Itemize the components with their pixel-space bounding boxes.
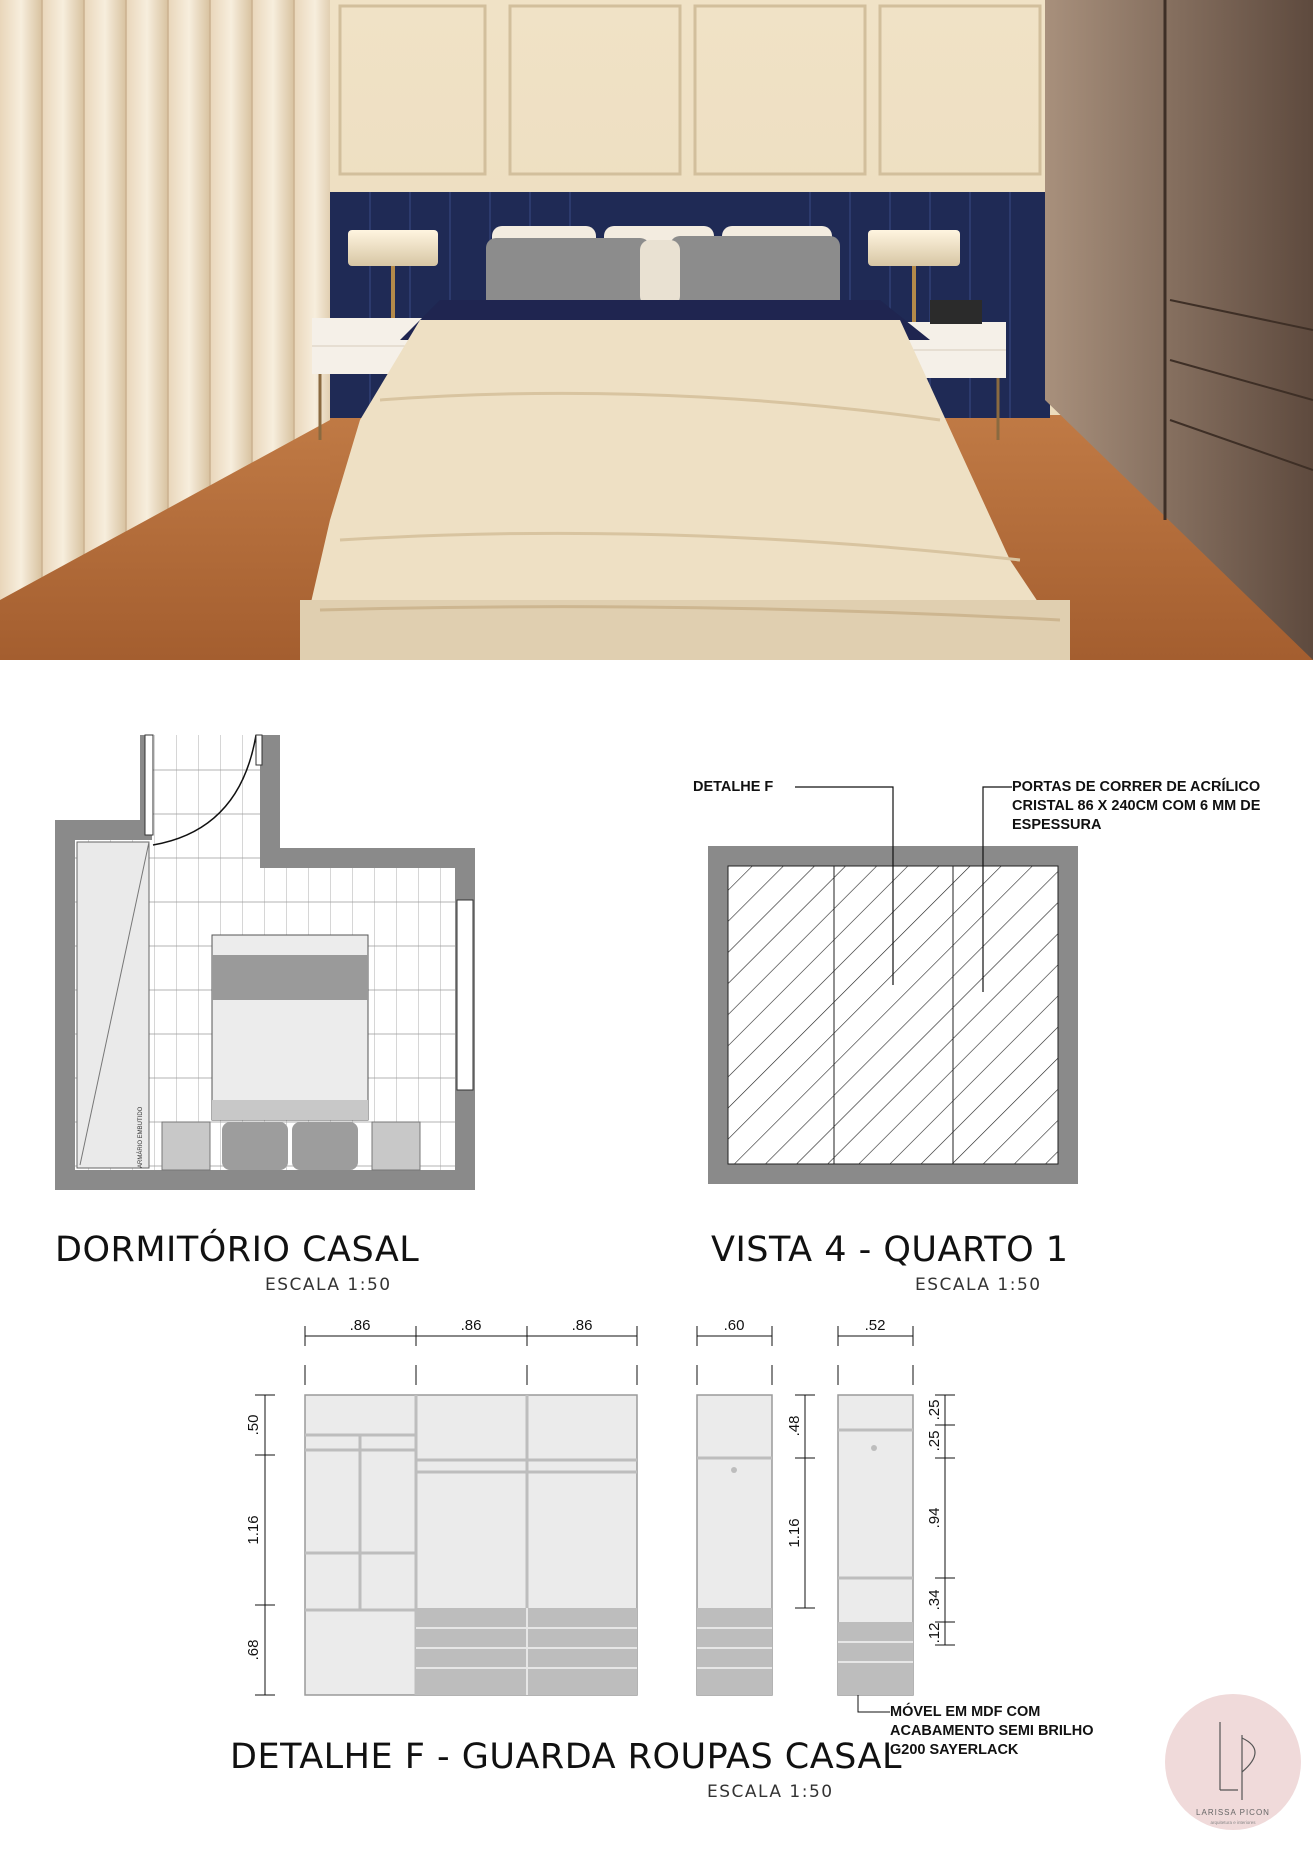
material-note-line-1: MÓVEL EM MDF COM [890, 1704, 1041, 1720]
dim-side1-height-1: .48 [786, 1415, 803, 1437]
callout-portas-line-2: CRISTAL 86 X 240CM COM 6 MM DE [1012, 798, 1261, 814]
plan-scale-guarda-roupa: ESCALA 1:50 [707, 1782, 834, 1802]
dim-side2-height-1: .25 [926, 1399, 943, 1421]
dim-front-width-2: .86 [460, 1317, 482, 1334]
plan-title-vista: VISTA 4 - QUARTO 1 [711, 1230, 1069, 1270]
logo-tagline: arquitetura e interiores [1210, 1820, 1256, 1825]
dim-side2-depth: .52 [864, 1317, 886, 1334]
plan-title-dormitorio: DORMITÓRIO CASAL [55, 1230, 420, 1270]
material-note [890, 1703, 1094, 1760]
dim-side2-height-4: .34 [926, 1589, 943, 1611]
dim-front-width-3: .86 [571, 1317, 593, 1334]
material-note-line-3: G200 SAYERLACK [890, 1742, 1019, 1758]
dim-front-height-2: 1.16 [245, 1515, 262, 1545]
logo-name: LARISSA PICON [1196, 1808, 1270, 1817]
callout-portas-line-1: PORTAS DE CORRER DE ACRÍLICO [1012, 779, 1261, 795]
dim-side2-height-5: .12 [926, 1622, 943, 1644]
plan-scale-vista: ESCALA 1:50 [915, 1275, 1042, 1295]
dim-front-height-1: .50 [245, 1414, 262, 1436]
closet-note: ARMÁRIO EMBUTIDO [138, 1106, 144, 1168]
plan-title-guarda-roupa: DETALHE F - GUARDA ROUPAS CASAL [230, 1737, 902, 1777]
dim-side2-height-2: .25 [926, 1430, 943, 1452]
dim-front-height-3: .68 [245, 1639, 262, 1661]
dim-side2-height-3: .94 [926, 1507, 943, 1529]
dim-front-width-1: .86 [349, 1317, 371, 1334]
callout-portas-correr [1012, 778, 1260, 835]
dim-side1-height-2: 1.16 [786, 1518, 803, 1548]
callout-portas-line-3: ESPESSURA [1012, 817, 1102, 833]
material-note-line-2: ACABAMENTO SEMI BRILHO [890, 1723, 1094, 1739]
plan-scale-dormitorio: ESCALA 1:50 [265, 1275, 392, 1295]
callout-detalhe-f: DETALHE F [693, 779, 774, 795]
dim-side1-depth: .60 [723, 1317, 745, 1334]
